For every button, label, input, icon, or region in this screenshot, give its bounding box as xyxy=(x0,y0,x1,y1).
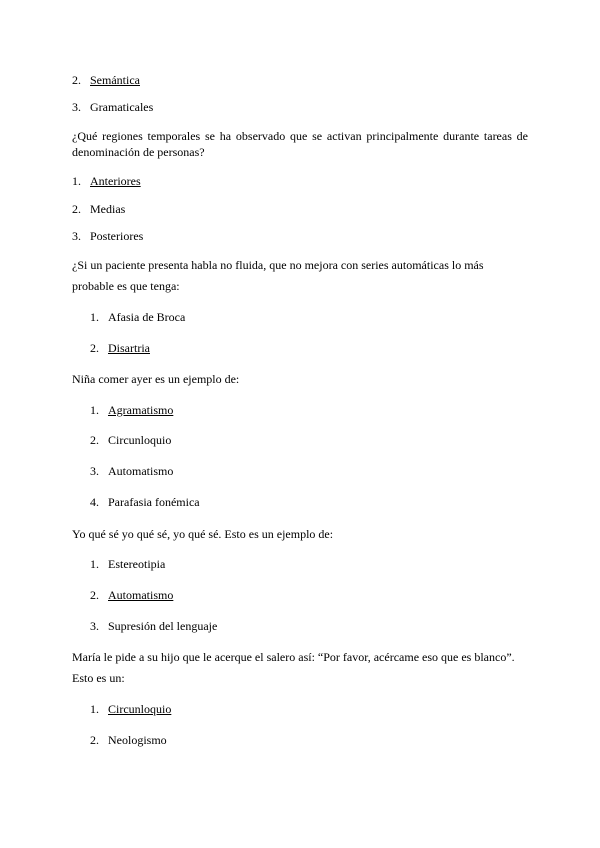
option-text: Anteriores xyxy=(90,174,141,188)
option-text: Medias xyxy=(90,202,126,216)
option-number: 2. xyxy=(90,341,99,355)
option-number: 2. xyxy=(90,588,99,602)
question-text-cont: denominación de personas? xyxy=(72,145,205,159)
question-text: Yo qué sé yo qué sé, yo qué sé. Esto es un ejemplo de: xyxy=(72,527,334,541)
option-number: 1. xyxy=(90,557,99,571)
option-text: Circunloquio xyxy=(108,702,172,716)
option-text: Afasia de Broca xyxy=(108,310,186,324)
question-text-cont: Esto es un: xyxy=(72,671,125,685)
question-text: María le pide a su hijo que le acerque el salero así: “Por favor, acércame eso que es blanco”. xyxy=(72,650,515,664)
option-number: 2. xyxy=(90,733,99,747)
option-text: Neologismo xyxy=(108,733,167,747)
option-text: Gramaticales xyxy=(90,100,154,114)
option-text: Disartria xyxy=(108,341,150,355)
option-text: Parafasia fonémica xyxy=(108,495,200,509)
question-text: Niña comer ayer es un ejemplo de: xyxy=(72,372,240,386)
option-number: 3. xyxy=(90,619,99,633)
option-text: Semántica xyxy=(90,73,140,87)
question-text-cont: probable es que tenga: xyxy=(72,279,180,293)
option-number: 2. xyxy=(90,433,99,447)
option-text: Supresión del lenguaje xyxy=(108,619,218,633)
option-text: Posteriores xyxy=(90,229,144,243)
option-number: 2. xyxy=(72,73,81,87)
option-number: 1. xyxy=(90,403,99,417)
question-text: ¿Qué regiones temporales se ha observado que se activan principalmente durante tareas de xyxy=(72,129,528,143)
option-text: Agramatismo xyxy=(108,403,174,417)
option-number: 4. xyxy=(90,495,99,509)
option-number: 3. xyxy=(72,100,81,114)
option-text: Automatismo xyxy=(108,588,174,602)
option-text: Circunloquio xyxy=(108,433,172,447)
option-text: Automatismo xyxy=(108,464,174,478)
option-number: 3. xyxy=(90,464,99,478)
option-number: 2. xyxy=(72,202,81,216)
option-number: 1. xyxy=(72,174,81,188)
question-text: ¿Si un paciente presenta habla no fluida, que no mejora con series automáticas lo más xyxy=(72,258,484,272)
option-number: 1. xyxy=(90,702,99,716)
option-text: Estereotipia xyxy=(108,557,166,571)
option-number: 1. xyxy=(90,310,99,324)
option-number: 3. xyxy=(72,229,81,243)
